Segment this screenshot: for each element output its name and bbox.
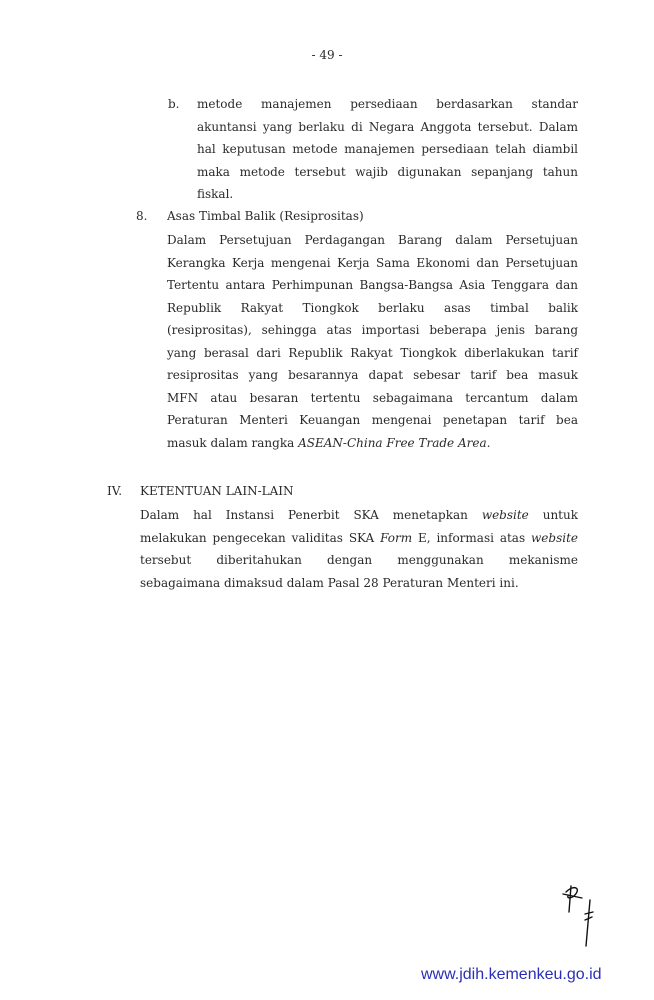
text-line <box>167 432 578 455</box>
section-iv-marker: IV. <box>107 484 123 498</box>
text-segment: Dalam Persetujuan Perdagangan Barang dalam Persetujuan <box>167 233 578 247</box>
text-segment: resiprositas yang besarannya dapat sebesar tarif bea masuk <box>167 368 578 382</box>
text-line <box>167 409 578 432</box>
text-segment: Tertentu antara Perhimpunan Bangsa-Bangsa Asia Tenggara dan <box>167 278 578 292</box>
handwritten-initials-icon <box>560 878 610 950</box>
section-iv-heading: KETENTUAN LAIN-LAIN <box>140 484 294 498</box>
item-8-heading: Asas Timbal Balik (Resiprositas) <box>167 209 364 223</box>
text-segment: melakukan pengecekan validitas SKA <box>140 530 381 545</box>
text-line <box>197 93 578 116</box>
text-line <box>167 319 578 342</box>
text-segment: (resiprositas), sehingga atas importasi beberapa jenis barang <box>167 323 578 337</box>
text-line <box>197 116 578 139</box>
text-segment: hal keputusan metode manajemen persediaan telah diambil <box>197 142 578 156</box>
text-segment: . <box>486 435 491 450</box>
signature-initials <box>560 878 610 953</box>
text-line <box>167 297 578 320</box>
text-segment: fiskal. <box>197 187 234 201</box>
page-number: - 49 - <box>311 48 343 62</box>
text-line <box>167 229 578 252</box>
text-line <box>197 183 578 206</box>
italic-term: website <box>531 530 578 545</box>
text-segment: MFN atau besaran tertentu sebagaimana tercantum dalam <box>167 390 578 405</box>
text-line <box>140 549 578 572</box>
text-line <box>140 527 578 550</box>
text-line <box>140 504 578 527</box>
item-b-marker: b. <box>168 97 180 111</box>
text-segment: Kerangka Kerja mengenai Kerja Sama Ekonomi dan Persetujuan <box>167 255 578 270</box>
text-segment: Peraturan Menteri Keuangan mengenai penetapan tarif bea <box>167 413 578 427</box>
text-segment: untuk <box>528 508 579 522</box>
text-segment: maka metode tersebut wajib digunakan sepanjang tahun <box>197 164 578 179</box>
section-iv-paragraph <box>140 504 578 594</box>
text-segment: yang berasal dari Republik Rakyat Tiongkok diberlakukan tarif <box>167 345 578 360</box>
footer-website-link[interactable]: www.jdih.kemenkeu.go.id <box>421 966 602 983</box>
text-segment: akuntansi yang berlaku di Negara Anggota tersebut. Dalam <box>197 119 578 134</box>
italic-term: Form <box>380 530 413 545</box>
text-segment: sebagaimana dimaksud dalam Pasal 28 Peraturan Menteri ini. <box>140 575 519 590</box>
text-line <box>167 252 578 275</box>
item-8-paragraph <box>167 229 578 454</box>
text-line <box>167 274 578 297</box>
italic-term: ASEAN-China Free Trade Area <box>298 435 487 450</box>
text-line <box>167 342 578 365</box>
italic-term: website <box>481 508 529 522</box>
text-segment: metode manajemen persediaan berdasarkan standar <box>197 97 578 111</box>
text-line <box>197 161 578 184</box>
text-line <box>167 387 578 410</box>
item-8-marker: 8. <box>136 209 148 223</box>
text-line <box>167 364 578 387</box>
text-segment: masuk dalam rangka <box>167 435 299 450</box>
text-segment: Dalam hal Instansi Penerbit SKA menetapkan <box>140 508 482 522</box>
text-line <box>140 572 578 595</box>
text-segment: E, informasi atas <box>412 530 532 545</box>
item-b-paragraph <box>197 93 578 206</box>
text-segment: tersebut diberitahukan dengan menggunakan mekanisme <box>140 553 578 567</box>
text-segment: Republik Rakyat Tiongkok berlaku asas timbal balik <box>167 300 578 315</box>
text-line <box>197 138 578 161</box>
